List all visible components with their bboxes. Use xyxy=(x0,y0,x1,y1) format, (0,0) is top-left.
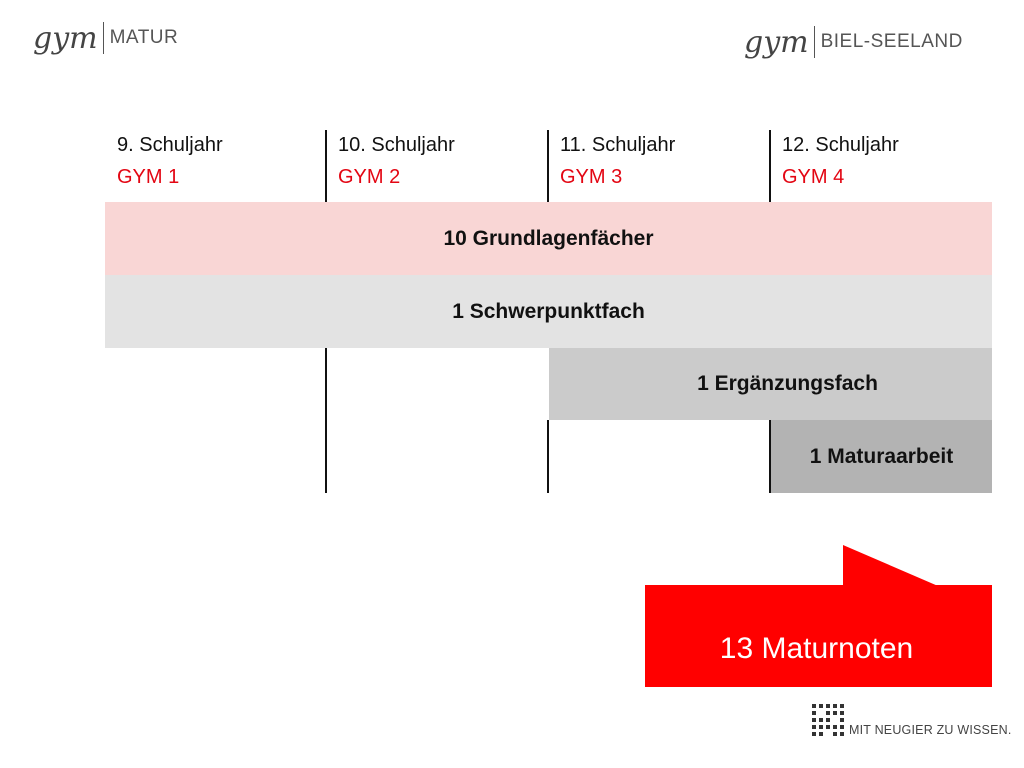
column-gym: GYM 2 xyxy=(338,166,401,188)
logo-left-word: MATUR xyxy=(109,27,179,48)
band-ergaenzungsfach xyxy=(549,348,992,420)
band-grundlagenfaecher xyxy=(105,202,992,275)
column-divider xyxy=(769,130,771,202)
logo-left-script: gym xyxy=(33,20,98,56)
logo-right-separator xyxy=(814,26,815,58)
column-divider xyxy=(547,420,549,493)
column-header-1 xyxy=(105,130,326,202)
band-label: 1 Ergänzungsfach xyxy=(697,372,878,395)
callout-pointer xyxy=(843,545,938,590)
gym-biel-seeland-logo xyxy=(744,22,963,62)
callout-box xyxy=(645,585,992,687)
column-year: 9. Schuljahr xyxy=(117,134,223,156)
column-year: 10. Schuljahr xyxy=(338,134,455,156)
logo-right-script: gym xyxy=(744,24,809,60)
column-divider xyxy=(547,130,549,202)
band-label: 10 Grundlagenfächer xyxy=(443,226,654,250)
column-header-4 xyxy=(770,130,992,202)
column-header-3 xyxy=(548,130,770,202)
logo-left-separator xyxy=(103,22,104,54)
column-divider xyxy=(325,348,327,493)
logo-right-word: BIEL-SEELAND xyxy=(820,31,963,52)
band-label: 1 Schwerpunktfach xyxy=(452,299,645,323)
footer xyxy=(812,703,1012,737)
column-year: 12. Schuljahr xyxy=(782,134,899,156)
dots-grid-icon xyxy=(812,704,844,736)
gym-matur-logo xyxy=(33,18,178,58)
band-label: 1 Maturaarbeit xyxy=(809,444,954,468)
callout-text: 13 Maturnoten xyxy=(719,632,914,665)
footer-slogan: MIT NEUGIER ZU WISSEN. xyxy=(849,723,1012,737)
column-year: 11. Schuljahr xyxy=(560,134,676,156)
column-gym: GYM 1 xyxy=(117,166,180,188)
column-divider xyxy=(325,130,327,202)
band-maturaarbeit xyxy=(771,420,992,493)
column-gym: GYM 4 xyxy=(782,166,845,188)
column-header-2 xyxy=(326,130,548,202)
column-gym: GYM 3 xyxy=(560,166,623,188)
band-schwerpunktfach xyxy=(105,275,992,348)
